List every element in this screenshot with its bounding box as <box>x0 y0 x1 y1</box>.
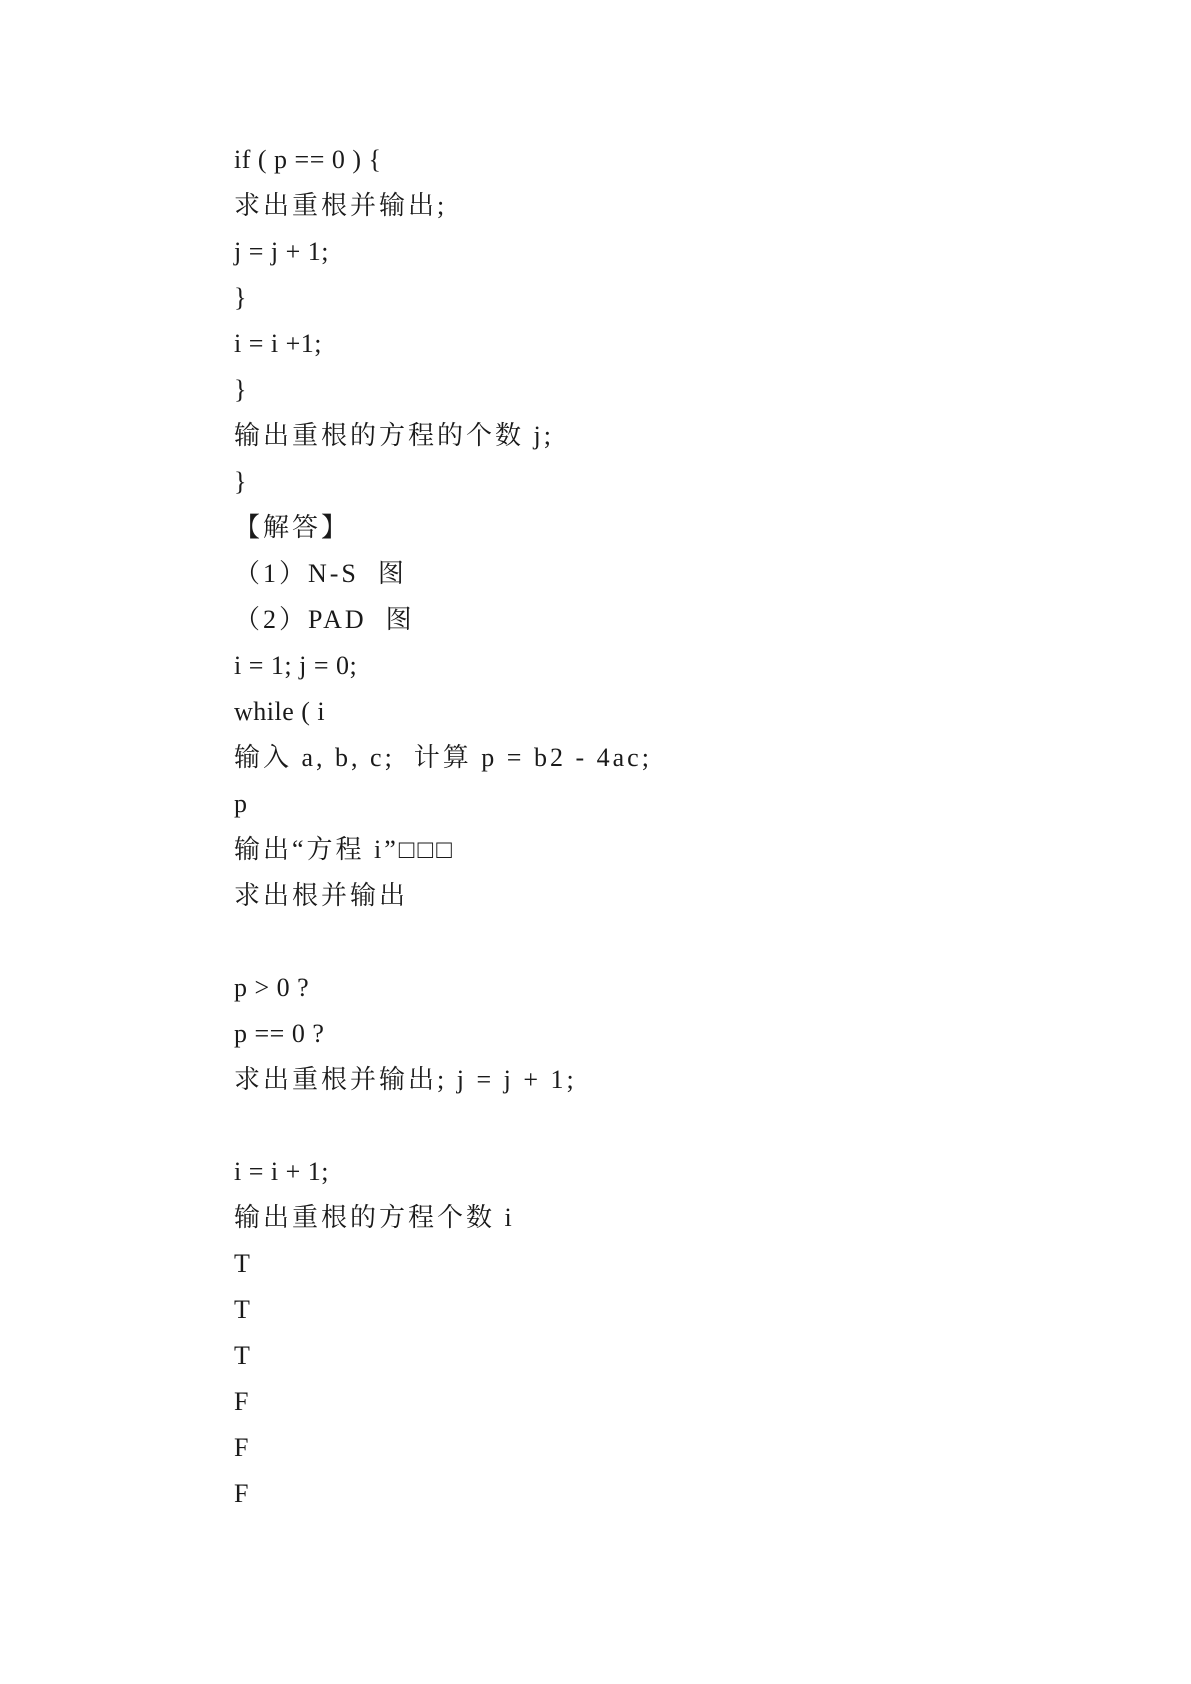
code-line-close-brace: } <box>234 467 247 496</box>
text-line-double-root-output: 求出重根并输出; <box>234 191 448 220</box>
text-line-p-equals-zero: p == 0 ? <box>234 1019 325 1048</box>
label-true: T <box>234 1341 251 1370</box>
code-line-while: while ( i <box>234 697 326 726</box>
code-line-i-increment: i = i +1; <box>234 329 322 358</box>
code-line-close-brace: } <box>234 375 247 404</box>
code-line-i-plus-one: i = i + 1; <box>234 1157 329 1186</box>
code-line-init: i = 1; j = 0; <box>234 651 358 680</box>
item-ns-diagram: （1）N-S 图 <box>234 559 407 588</box>
code-line-close-brace: } <box>234 283 247 312</box>
label-false: F <box>234 1387 249 1416</box>
text-line-roots-output: 求出根并输出 <box>234 881 409 910</box>
text-line-output-equation: 输出“方程 i”□□□ <box>234 835 455 864</box>
code-line-if-p-equals-zero: if ( p == 0 ) { <box>234 145 382 174</box>
text-line-p-greater-zero: p > 0 ? <box>234 973 310 1002</box>
code-line-j-increment: j = j + 1; <box>234 237 329 266</box>
label-false: F <box>234 1479 249 1508</box>
label-true: T <box>234 1249 251 1278</box>
text-line-p: p <box>234 789 248 818</box>
section-heading-answer: 【解答】 <box>234 513 351 542</box>
label-true: T <box>234 1295 251 1324</box>
text-line-output-double-root-count: 输出重根的方程个数 i <box>234 1203 515 1232</box>
item-pad-diagram: （2）PAD 图 <box>234 605 415 634</box>
text-line-output-count: 输出重根的方程的个数 j; <box>234 421 554 450</box>
text-line-input-compute: 输入 a, b, c; 计算 p = b2 - 4ac; <box>234 743 652 772</box>
label-false: F <box>234 1433 249 1462</box>
text-line-double-root-increment: 求出重根并输出; j = j + 1; <box>234 1065 577 1094</box>
